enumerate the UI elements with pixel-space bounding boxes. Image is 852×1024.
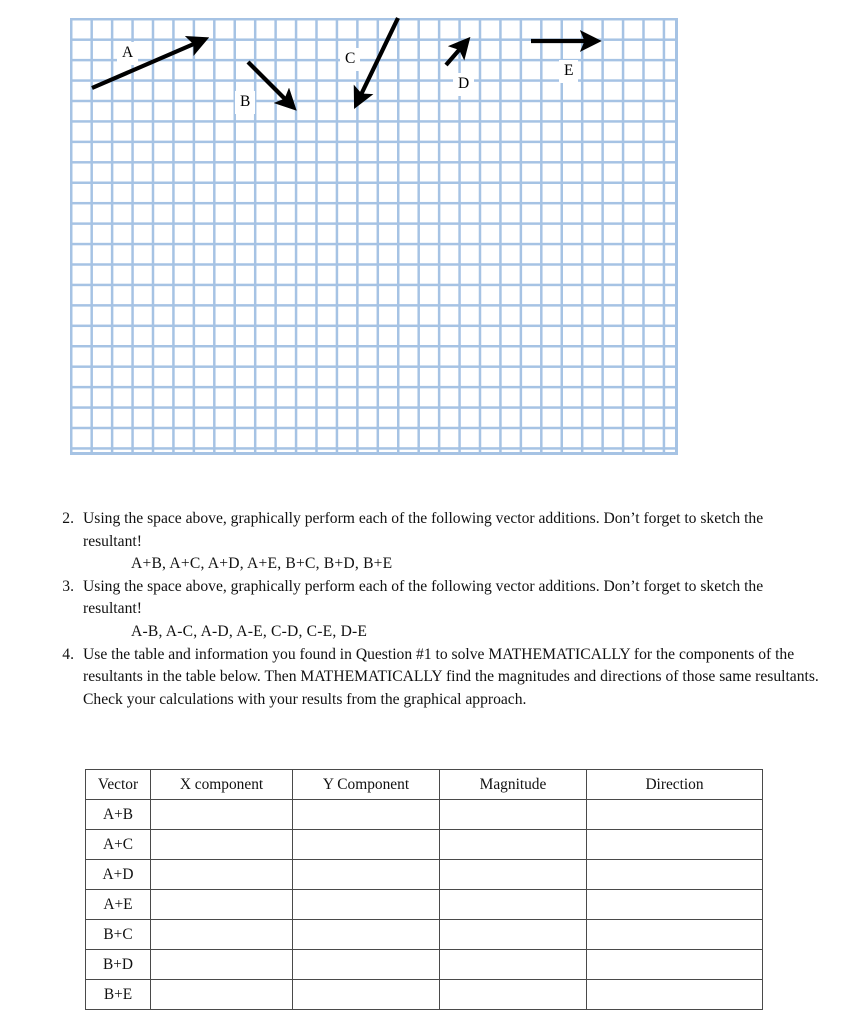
vector-arrows-layer <box>70 18 678 455</box>
table-header-magnitude: Magnitude <box>440 770 587 800</box>
table-row <box>86 920 763 950</box>
magnitude-cell[interactable] <box>440 830 587 860</box>
question-number: 2. <box>62 510 74 527</box>
direction-cell[interactable] <box>587 980 763 1010</box>
x-component-cell[interactable] <box>151 830 293 860</box>
vector-cell: A+E <box>86 890 151 920</box>
table-header-vector: Vector <box>86 770 151 800</box>
table-row <box>86 890 763 920</box>
vector-arrow-c <box>357 18 398 103</box>
table-row <box>86 800 763 830</box>
magnitude-cell[interactable] <box>440 890 587 920</box>
resultants-table <box>85 769 763 1010</box>
vector-label-e: E <box>559 60 578 83</box>
y-component-cell[interactable] <box>293 860 440 890</box>
x-component-cell[interactable] <box>151 950 293 980</box>
table-row <box>86 980 763 1010</box>
magnitude-cell[interactable] <box>440 980 587 1010</box>
y-component-cell[interactable] <box>293 920 440 950</box>
table-header-y: Y Component <box>293 770 440 800</box>
direction-cell[interactable] <box>587 800 763 830</box>
question-text: Use the table and information you found in Question #1 to solve MATHEMATICALLY for the components of the resultants in the table below. Then MATHEMATICALLY find the magnitudes and directions of those same resultants. Check your calculations with your results from the graphical approach. <box>83 645 819 708</box>
question-vector-list: A+B, A+C, A+D, A+E, B+C, B+D, B+E <box>131 555 393 573</box>
y-component-cell[interactable] <box>293 950 440 980</box>
table-row <box>86 950 763 980</box>
vector-label-a: A <box>117 42 138 65</box>
table-header-direction: Direction <box>587 770 763 800</box>
x-component-cell[interactable] <box>151 920 293 950</box>
magnitude-cell[interactable] <box>440 860 587 890</box>
vector-graph-paper <box>70 18 678 455</box>
table-header-row <box>86 770 763 800</box>
vector-arrow-a <box>92 40 203 88</box>
direction-cell[interactable] <box>587 830 763 860</box>
x-component-cell[interactable] <box>151 890 293 920</box>
x-component-cell[interactable] <box>151 980 293 1010</box>
vector-cell: A+C <box>86 830 151 860</box>
question-item-2 <box>52 508 820 576</box>
magnitude-cell[interactable] <box>440 920 587 950</box>
vector-cell: B+D <box>86 950 151 980</box>
y-component-cell[interactable] <box>293 890 440 920</box>
question-number: 3. <box>62 577 74 595</box>
magnitude-cell[interactable] <box>440 800 587 830</box>
table-row <box>86 830 763 860</box>
table-row <box>86 860 763 890</box>
direction-cell[interactable] <box>587 920 763 950</box>
question-text: Using the space above, graphically perform each of the following vector additions. Don’t forget to sketch the resultant! <box>83 577 764 618</box>
question-list <box>52 508 820 711</box>
question-text: Using the space above, graphically perform each of the following vector additions. Don’t forget to sketch the resultant! <box>83 510 764 550</box>
vector-label-d: D <box>453 73 474 96</box>
question-number: 4. <box>62 645 74 663</box>
magnitude-cell[interactable] <box>440 950 587 980</box>
x-component-cell[interactable] <box>151 860 293 890</box>
direction-cell[interactable] <box>587 890 763 920</box>
direction-cell[interactable] <box>587 860 763 890</box>
question-item-3 <box>52 576 820 644</box>
x-component-cell[interactable] <box>151 800 293 830</box>
question-vector-list: A-B, A-C, A-D, A-E, C-D, C-E, D-E <box>131 623 368 641</box>
vector-label-b: B <box>235 91 255 114</box>
y-component-cell[interactable] <box>293 980 440 1010</box>
vector-cell: A+D <box>86 860 151 890</box>
direction-cell[interactable] <box>587 950 763 980</box>
vector-arrow-d <box>446 42 466 65</box>
question-item-4 <box>52 644 820 712</box>
vector-cell: B+C <box>86 920 151 950</box>
vector-cell: B+E <box>86 980 151 1010</box>
vector-cell: A+B <box>86 800 151 830</box>
y-component-cell[interactable] <box>293 830 440 860</box>
y-component-cell[interactable] <box>293 800 440 830</box>
table-header-x: X component <box>151 770 293 800</box>
vector-label-c: C <box>340 48 360 71</box>
